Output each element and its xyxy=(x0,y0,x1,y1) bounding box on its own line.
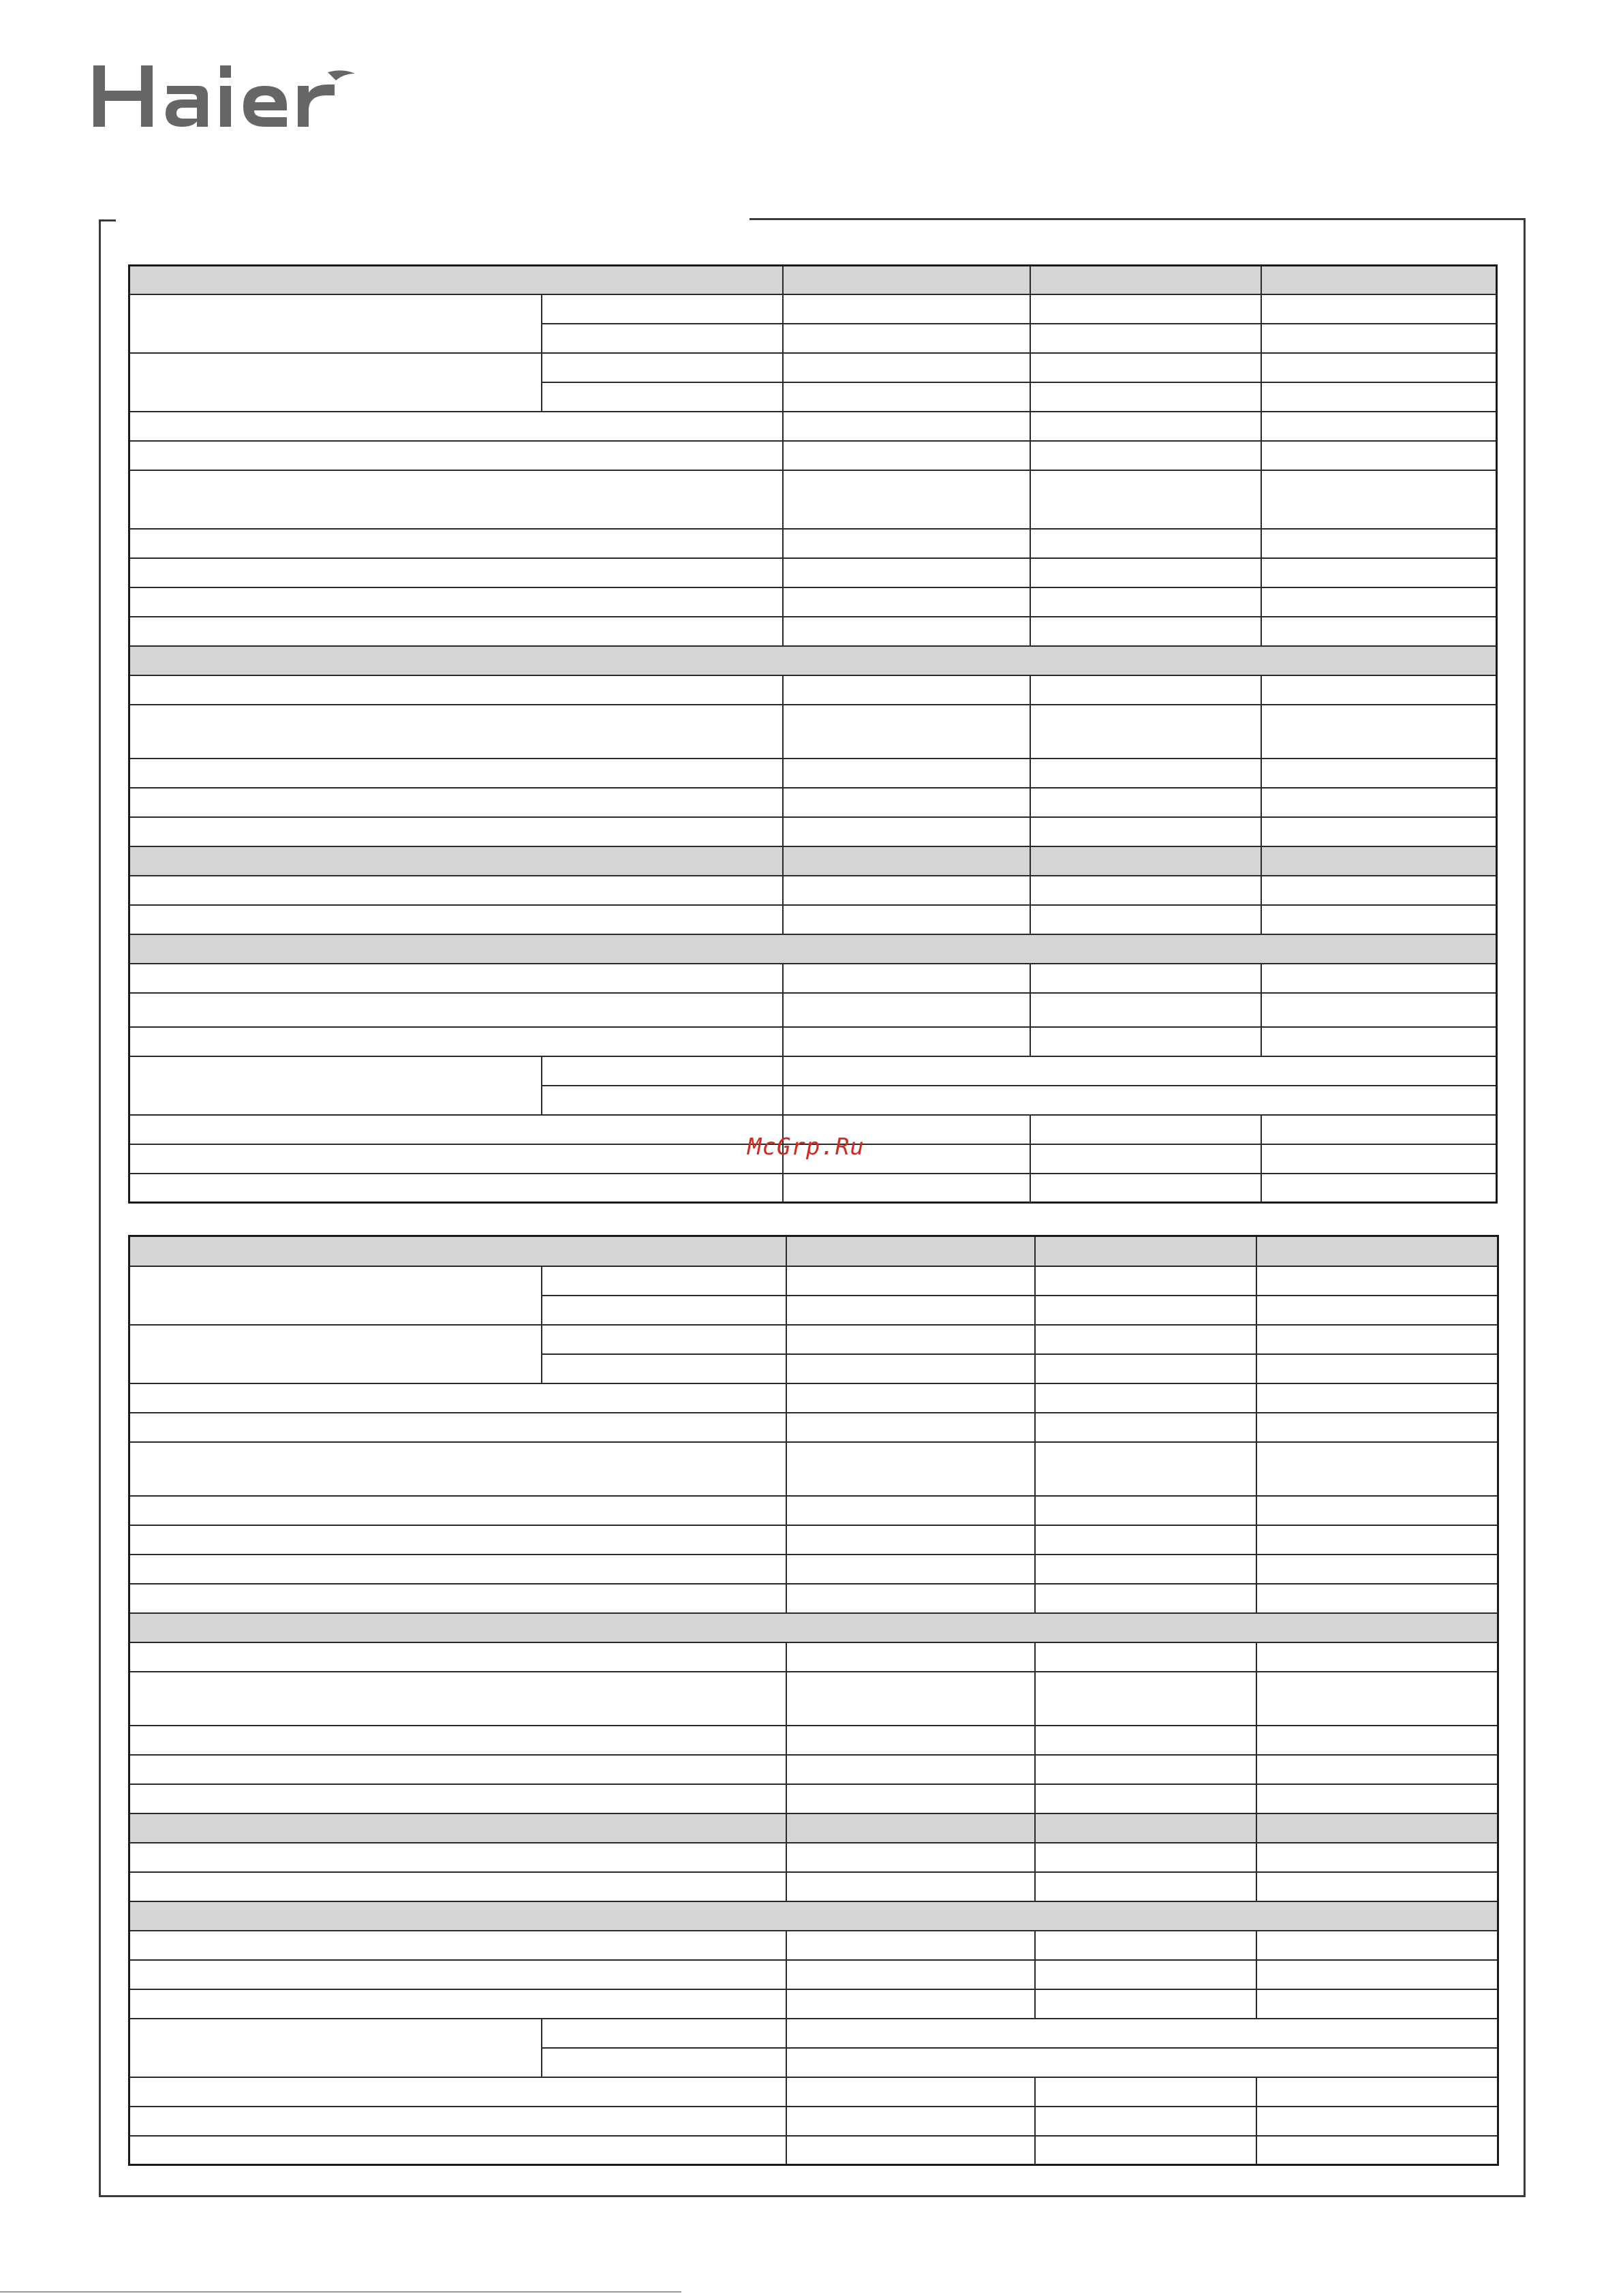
table-cell xyxy=(1035,1296,1256,1325)
spec-table-2-body xyxy=(129,1236,1498,2165)
table-cell xyxy=(129,2077,786,2107)
table-cell xyxy=(786,1755,1035,1784)
table-cell xyxy=(1256,1872,1498,1901)
table-cell xyxy=(129,1413,786,1442)
table-row xyxy=(129,1931,1498,1960)
table-cell xyxy=(1035,1442,1256,1496)
table-cell xyxy=(1261,1027,1497,1056)
table-row xyxy=(129,1843,1498,1872)
table-cell xyxy=(1035,1236,1256,1266)
table-cell xyxy=(783,759,1030,788)
table-cell xyxy=(1256,1413,1498,1442)
table-cell xyxy=(1035,1755,1256,1784)
table-row xyxy=(129,1960,1498,1989)
table-cell xyxy=(129,876,783,905)
table-cell xyxy=(542,1266,786,1296)
table-cell xyxy=(1030,412,1261,441)
table-cell xyxy=(1256,1383,1498,1413)
table-cell xyxy=(783,705,1030,759)
table-cell xyxy=(129,1642,786,1672)
table-cell xyxy=(129,1056,542,1115)
table-cell xyxy=(786,2019,1498,2048)
table-cell xyxy=(129,1755,786,1784)
table-cell xyxy=(129,2136,786,2165)
table-cell xyxy=(783,846,1030,876)
table-cell xyxy=(786,2048,1498,2077)
table-cell xyxy=(1030,1115,1261,1144)
table-cell xyxy=(1261,788,1497,817)
table-cell xyxy=(542,1086,783,1115)
table-cell xyxy=(1030,470,1261,529)
table-cell xyxy=(783,587,1030,617)
table-cell xyxy=(1256,1672,1498,1726)
table-cell xyxy=(542,2019,786,2048)
table-cell xyxy=(1261,817,1497,846)
table-cell xyxy=(129,2019,542,2077)
table-cell xyxy=(1030,846,1261,876)
table-cell xyxy=(542,1354,786,1383)
table-cell xyxy=(786,1931,1035,1960)
frame-top-right-segment xyxy=(749,218,1526,220)
table-cell xyxy=(783,1174,1030,1203)
table-cell xyxy=(1030,817,1261,846)
frame-top-left-segment xyxy=(99,219,116,221)
table-cell xyxy=(1261,353,1497,382)
table-row xyxy=(129,529,1497,558)
table-cell xyxy=(1030,705,1261,759)
table-cell xyxy=(129,993,783,1027)
table-cell xyxy=(786,1525,1035,1555)
table-cell xyxy=(542,353,783,382)
table-row xyxy=(129,2136,1498,2165)
table-cell xyxy=(129,1525,786,1555)
table-cell xyxy=(129,1843,786,1872)
table-cell xyxy=(1030,441,1261,470)
table-cell xyxy=(129,705,783,759)
table-cell xyxy=(129,587,783,617)
table-cell xyxy=(786,1383,1035,1413)
table-cell xyxy=(1261,587,1497,617)
table-row xyxy=(129,1555,1498,1584)
table-cell xyxy=(1261,876,1497,905)
table-cell xyxy=(1030,993,1261,1027)
table-row xyxy=(129,1726,1498,1755)
table-cell xyxy=(783,675,1030,705)
table-cell xyxy=(1261,412,1497,441)
table-cell xyxy=(129,529,783,558)
table-cell xyxy=(786,2136,1035,2165)
table-cell xyxy=(1256,1843,1498,1872)
table-row xyxy=(129,1174,1497,1203)
table-cell xyxy=(129,1784,786,1813)
section-header-cell xyxy=(129,1901,1498,1931)
table-row xyxy=(129,1755,1498,1784)
table-cell xyxy=(1030,558,1261,587)
table-cell xyxy=(786,1325,1035,1354)
table-cell xyxy=(1035,1726,1256,1755)
table-cell xyxy=(542,294,783,324)
table-cell xyxy=(783,294,1030,324)
table-cell xyxy=(1261,266,1497,294)
table-cell xyxy=(1256,1584,1498,1613)
table-cell xyxy=(1261,993,1497,1027)
table-cell xyxy=(1261,1174,1497,1203)
table-row xyxy=(129,2019,1498,2048)
table-row xyxy=(129,412,1497,441)
table-cell xyxy=(1256,1726,1498,1755)
table-cell xyxy=(786,1960,1035,1989)
table-cell xyxy=(783,788,1030,817)
table-cell xyxy=(1261,558,1497,587)
table-cell xyxy=(129,441,783,470)
table-cell xyxy=(786,1354,1035,1383)
table-cell xyxy=(129,1174,783,1203)
table-cell xyxy=(783,993,1030,1027)
table-cell xyxy=(786,1726,1035,1755)
table-cell xyxy=(1030,294,1261,324)
table-row xyxy=(129,846,1497,876)
table-row xyxy=(129,788,1497,817)
table-row xyxy=(129,1442,1498,1496)
table-cell xyxy=(786,1672,1035,1726)
table-cell xyxy=(1035,1584,1256,1613)
spec-table-2 xyxy=(128,1235,1499,2166)
table-row xyxy=(129,1813,1498,1843)
table-cell xyxy=(129,675,783,705)
table-cell xyxy=(542,324,783,353)
table-cell xyxy=(1035,1354,1256,1383)
table-cell xyxy=(1035,1989,1256,2019)
table-cell xyxy=(783,876,1030,905)
table-cell xyxy=(129,1496,786,1525)
table-row xyxy=(129,587,1497,617)
table-cell xyxy=(786,1872,1035,1901)
table-cell xyxy=(783,1027,1030,1056)
table-cell xyxy=(1256,1525,1498,1555)
table-cell xyxy=(1261,470,1497,529)
table-cell xyxy=(129,1813,786,1843)
table-row xyxy=(129,1642,1498,1672)
table-row xyxy=(129,964,1497,993)
table-row xyxy=(129,1525,1498,1555)
table-cell xyxy=(129,1726,786,1755)
table-cell xyxy=(542,382,783,412)
table-cell xyxy=(1030,788,1261,817)
table-cell xyxy=(129,759,783,788)
table-cell xyxy=(129,1383,786,1413)
table-row xyxy=(129,1672,1498,1726)
table-row xyxy=(129,905,1497,934)
table-cell xyxy=(1035,1960,1256,1989)
table-cell xyxy=(783,324,1030,353)
watermark-text: McGrp.Ru xyxy=(747,1133,865,1161)
table-cell xyxy=(1256,1784,1498,1813)
table-cell xyxy=(129,470,783,529)
table-cell xyxy=(129,905,783,934)
table-cell xyxy=(783,266,1030,294)
table-cell xyxy=(1256,1989,1498,2019)
table-cell xyxy=(786,1584,1035,1613)
table-cell xyxy=(129,1960,786,1989)
table-cell xyxy=(1035,1525,1256,1555)
spec-table-1 xyxy=(128,264,1498,1204)
table-cell xyxy=(786,2107,1035,2136)
table-cell xyxy=(129,1555,786,1584)
table-cell xyxy=(783,1056,1497,1086)
table-row xyxy=(129,876,1497,905)
table-cell xyxy=(783,905,1030,934)
table-cell xyxy=(1261,675,1497,705)
table-row xyxy=(129,1584,1498,1613)
table-row xyxy=(129,294,1497,324)
table-cell xyxy=(129,617,783,646)
table-cell xyxy=(129,788,783,817)
table-cell xyxy=(1035,1325,1256,1354)
table-cell xyxy=(786,1813,1035,1843)
table-row xyxy=(129,646,1497,675)
table-cell xyxy=(1256,2107,1498,2136)
table-cell xyxy=(1261,324,1497,353)
table-cell xyxy=(783,964,1030,993)
table-row xyxy=(129,1383,1498,1413)
table-row xyxy=(129,2107,1498,2136)
table-cell xyxy=(1035,1843,1256,1872)
table-cell xyxy=(1261,846,1497,876)
table-row xyxy=(129,1784,1498,1813)
table-cell xyxy=(1256,1296,1498,1325)
table-cell xyxy=(1030,876,1261,905)
table-cell xyxy=(129,1266,542,1325)
table-cell xyxy=(786,1266,1035,1296)
table-cell xyxy=(783,470,1030,529)
table-cell xyxy=(1030,675,1261,705)
table-cell xyxy=(1035,1555,1256,1584)
table-cell xyxy=(786,1496,1035,1525)
table-cell xyxy=(786,1555,1035,1584)
table-row xyxy=(129,817,1497,846)
table-cell xyxy=(1030,324,1261,353)
table-cell xyxy=(1261,1115,1497,1144)
table-cell xyxy=(1030,266,1261,294)
table-cell xyxy=(129,1989,786,2019)
section-header-cell xyxy=(129,646,1497,675)
table-row xyxy=(129,1872,1498,1901)
table-cell xyxy=(1035,2107,1256,2136)
table-cell xyxy=(1035,1931,1256,1960)
footer-rule xyxy=(0,2291,681,2293)
table-cell xyxy=(786,1989,1035,2019)
table-cell xyxy=(1035,1266,1256,1296)
table-cell xyxy=(1256,2077,1498,2107)
table-cell xyxy=(786,1843,1035,1872)
table-cell xyxy=(783,817,1030,846)
table-cell xyxy=(129,412,783,441)
table-cell xyxy=(129,2107,786,2136)
table-cell xyxy=(129,846,783,876)
table-cell xyxy=(783,558,1030,587)
table-row xyxy=(129,1027,1497,1056)
table-cell xyxy=(542,1296,786,1325)
table-cell xyxy=(129,1872,786,1901)
table-row xyxy=(129,1266,1498,1296)
table-cell xyxy=(1030,529,1261,558)
table-row xyxy=(129,617,1497,646)
table-cell xyxy=(542,2048,786,2077)
table-cell xyxy=(783,617,1030,646)
table-cell xyxy=(786,1642,1035,1672)
table-cell xyxy=(1261,294,1497,324)
table-cell xyxy=(129,1027,783,1056)
table-row xyxy=(129,2077,1498,2107)
table-cell xyxy=(1256,1236,1498,1266)
table-cell xyxy=(1261,382,1497,412)
table-cell xyxy=(1030,905,1261,934)
table-cell xyxy=(1261,759,1497,788)
table-row xyxy=(129,1325,1498,1354)
table-cell xyxy=(1035,1872,1256,1901)
table-row xyxy=(129,1413,1498,1442)
table-cell xyxy=(129,1584,786,1613)
table-cell xyxy=(1035,2077,1256,2107)
table-cell xyxy=(786,1784,1035,1813)
table-cell xyxy=(1256,1555,1498,1584)
table-cell xyxy=(1256,1442,1498,1496)
table-cell xyxy=(1035,1784,1256,1813)
table-row xyxy=(129,470,1497,529)
table-cell xyxy=(1035,1413,1256,1442)
table-row xyxy=(129,353,1497,382)
table-cell xyxy=(1030,617,1261,646)
table-row xyxy=(129,705,1497,759)
table-cell xyxy=(129,817,783,846)
table-row xyxy=(129,759,1497,788)
table-cell xyxy=(1035,1496,1256,1525)
table-row xyxy=(129,934,1497,964)
table-cell xyxy=(786,1442,1035,1496)
table-cell xyxy=(129,1325,542,1383)
table-cell xyxy=(786,1296,1035,1325)
table-cell xyxy=(129,964,783,993)
table-cell xyxy=(1030,1174,1261,1203)
table-cell xyxy=(1261,1144,1497,1174)
table-cell xyxy=(786,1236,1035,1266)
table-cell xyxy=(1256,1354,1498,1383)
table-cell xyxy=(1030,587,1261,617)
table-cell xyxy=(129,1115,783,1144)
table-cell xyxy=(1261,529,1497,558)
table-cell xyxy=(1030,759,1261,788)
table-cell xyxy=(129,1672,786,1726)
table-cell xyxy=(1256,1266,1498,1296)
table-cell xyxy=(783,441,1030,470)
table-row xyxy=(129,1236,1498,1266)
table-row xyxy=(129,558,1497,587)
table-cell xyxy=(542,1325,786,1354)
table-row xyxy=(129,993,1497,1027)
table-cell xyxy=(1035,1813,1256,1843)
table-cell xyxy=(129,353,542,412)
table-cell xyxy=(1256,2136,1498,2165)
table-cell xyxy=(1256,1642,1498,1672)
table-cell xyxy=(1261,705,1497,759)
table-cell xyxy=(1030,1144,1261,1174)
table-cell xyxy=(1261,441,1497,470)
table-cell xyxy=(129,294,542,353)
table-cell xyxy=(1261,617,1497,646)
table-row xyxy=(129,441,1497,470)
table-cell xyxy=(786,2077,1035,2107)
table-cell xyxy=(129,1442,786,1496)
table-cell xyxy=(1035,1642,1256,1672)
table-cell xyxy=(783,353,1030,382)
table-row xyxy=(129,1496,1498,1525)
table-cell xyxy=(129,266,783,294)
table-cell xyxy=(783,1086,1497,1115)
table-cell xyxy=(1030,1027,1261,1056)
table-cell xyxy=(1035,1383,1256,1413)
table-cell xyxy=(1030,964,1261,993)
table-row xyxy=(129,1613,1498,1642)
haier-logo xyxy=(91,60,356,135)
table-row xyxy=(129,675,1497,705)
table-cell xyxy=(783,529,1030,558)
section-header-cell xyxy=(129,1613,1498,1642)
table-cell xyxy=(786,1413,1035,1442)
section-header-cell xyxy=(129,934,1497,964)
table-cell xyxy=(1256,1496,1498,1525)
table-cell xyxy=(783,412,1030,441)
table-cell xyxy=(1035,1672,1256,1726)
table-cell xyxy=(542,1056,783,1086)
table-cell xyxy=(129,1931,786,1960)
table-row xyxy=(129,1901,1498,1931)
table-row xyxy=(129,1056,1497,1086)
table-cell xyxy=(1256,1931,1498,1960)
table-cell xyxy=(129,558,783,587)
table-cell xyxy=(1030,382,1261,412)
table-cell xyxy=(1261,905,1497,934)
table-cell xyxy=(783,382,1030,412)
table-cell xyxy=(129,1144,783,1174)
table-cell xyxy=(1256,1960,1498,1989)
table-cell xyxy=(1256,1755,1498,1784)
table-cell xyxy=(1030,353,1261,382)
table-row xyxy=(129,266,1497,294)
table-cell xyxy=(1256,1325,1498,1354)
table-cell xyxy=(129,1236,786,1266)
table-cell xyxy=(1261,964,1497,993)
table-cell xyxy=(1035,2136,1256,2165)
table-cell xyxy=(1256,1813,1498,1843)
table-row xyxy=(129,1989,1498,2019)
spec-table-1-body xyxy=(129,266,1497,1203)
